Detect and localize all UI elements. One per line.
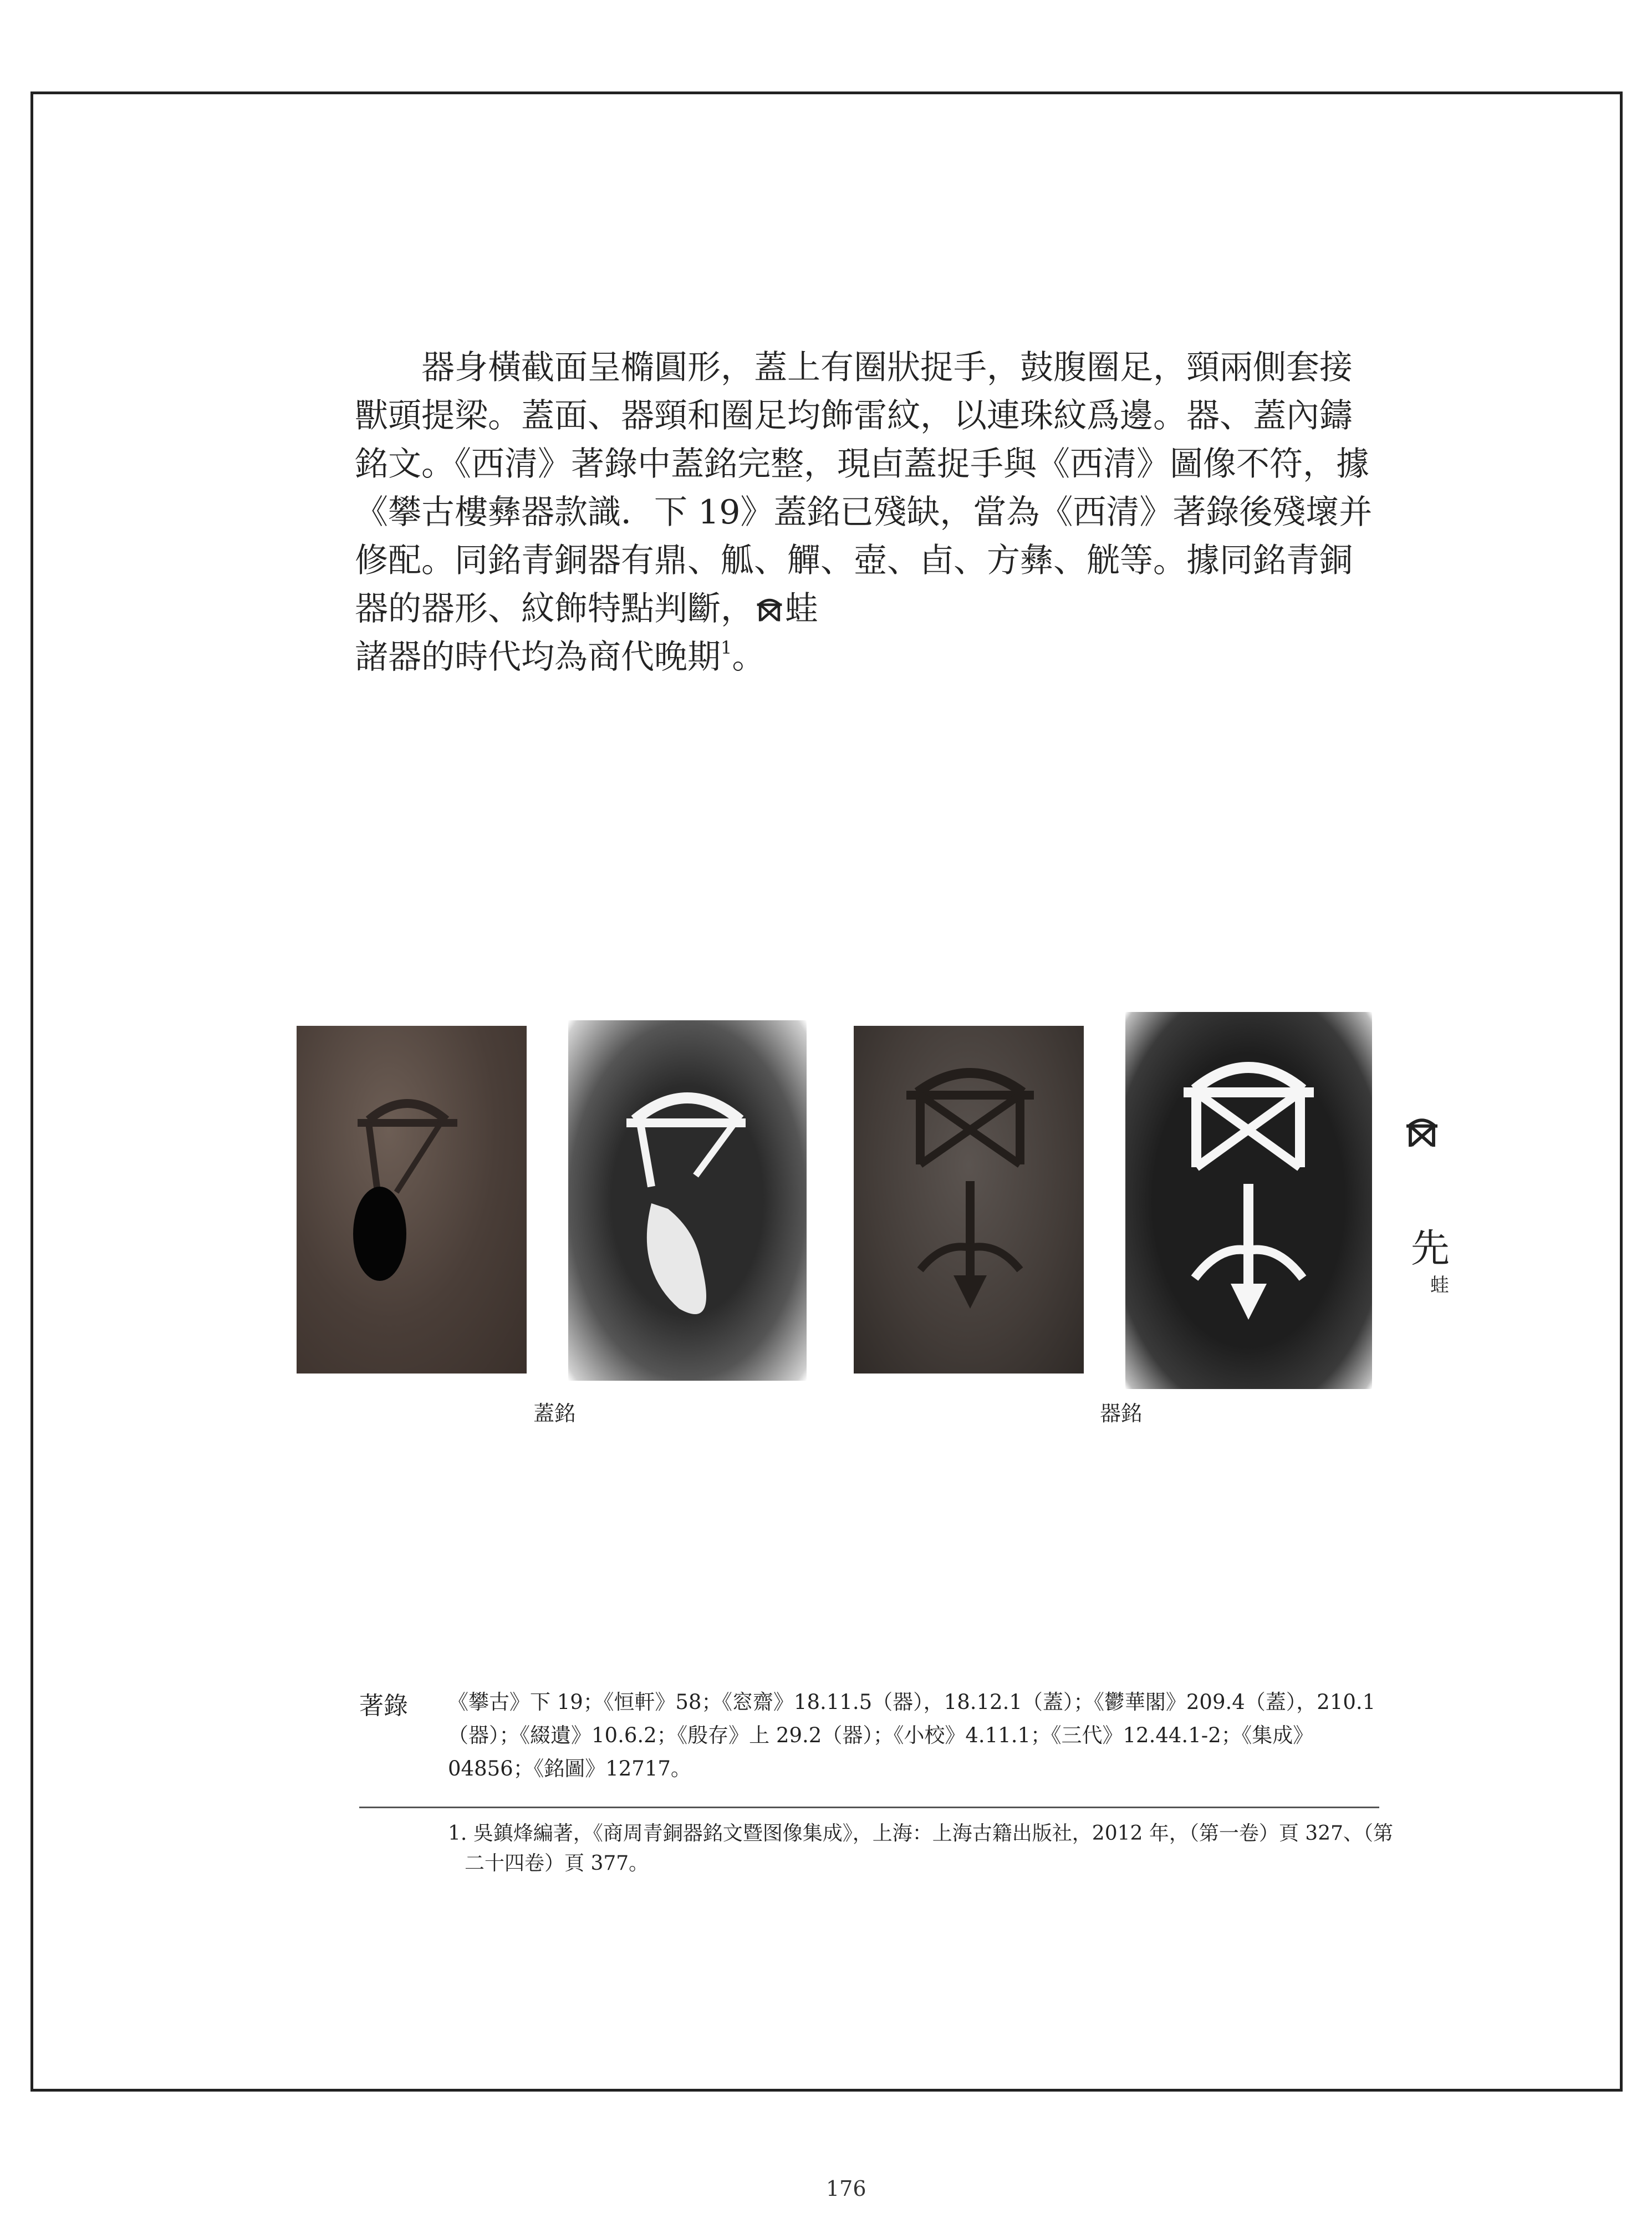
vessel-inscription-caption: 器銘 (1100, 1401, 1143, 1426)
footnote-divider (359, 1807, 1379, 1808)
transcription-name: 蛙 (1430, 1274, 1449, 1296)
lid-inscription-caption: 蓋銘 (533, 1401, 576, 1426)
lid-inscription-rubbing (568, 1020, 807, 1381)
lid-inscription-photo (297, 1026, 527, 1374)
vessel-inscription-photo (854, 1026, 1084, 1374)
lid-photo-inscription-art (297, 1026, 527, 1374)
footnote-ref: 1 (721, 637, 732, 658)
body-end: 。 (732, 638, 766, 676)
lid-rubbing-inscription-art (568, 1020, 807, 1381)
vessel-inscription-rubbing (1125, 1012, 1372, 1389)
body-paragraph (355, 344, 1378, 681)
body-glyph-following: 蛙 (785, 589, 818, 628)
vessel-rubbing-inscription-art (1125, 1012, 1372, 1389)
page-number: 176 (826, 2176, 866, 2201)
references-text: 《攀古》下 19；《恒軒》58；《窓齋》18.11.5（器），18.12.1（蓋）；《鬱華閣》209.4（蓋），210.1（器）；《綴遺》10.6.2；《殷存》上 29.2（器）；《小校》4.11.1；《三代》12.44.1-2；《集成》04856；《銘圖》12717。 (448, 1690, 1376, 1781)
body-continuation: 諸器的時代均為商代晚期 (355, 638, 721, 676)
vessel-photo-inscription-art (854, 1026, 1084, 1374)
clan-emblem-glyph-inline (754, 593, 785, 624)
references-heading: 著錄 (359, 1692, 408, 1720)
transcription-char: 先 (1411, 1225, 1450, 1271)
clan-emblem-glyph (1403, 1112, 1441, 1151)
footnote-text: 1. 吳鎮烽編著，《商周青銅器銘文暨图像集成》，上海：上海古籍出版社，2012 年，（第一卷）頁 327、（第二十四卷）頁 377。 (448, 1822, 1394, 1875)
body-main-text: 器身橫截面呈橢圓形，蓋上有圈狀捉手，鼓腹圈足，頸兩側套接獸頭提梁。蓋面、器頸和圈足均飾雷紋，以連珠紋爲邊。器、蓋內鑄銘文。《西清》著錄中蓋銘完整，現卣蓋捉手與《西清》圖像不符，據《攀古樓彝器款識．下 19》蓋銘已殘缺，當為《西清》著錄後殘壞并修配。同銘青銅器有鼎、觚、觶、壺、卣、方彝、觥等。據同銘青銅器的器形、紋飾特點判斷， (355, 348, 1373, 628)
